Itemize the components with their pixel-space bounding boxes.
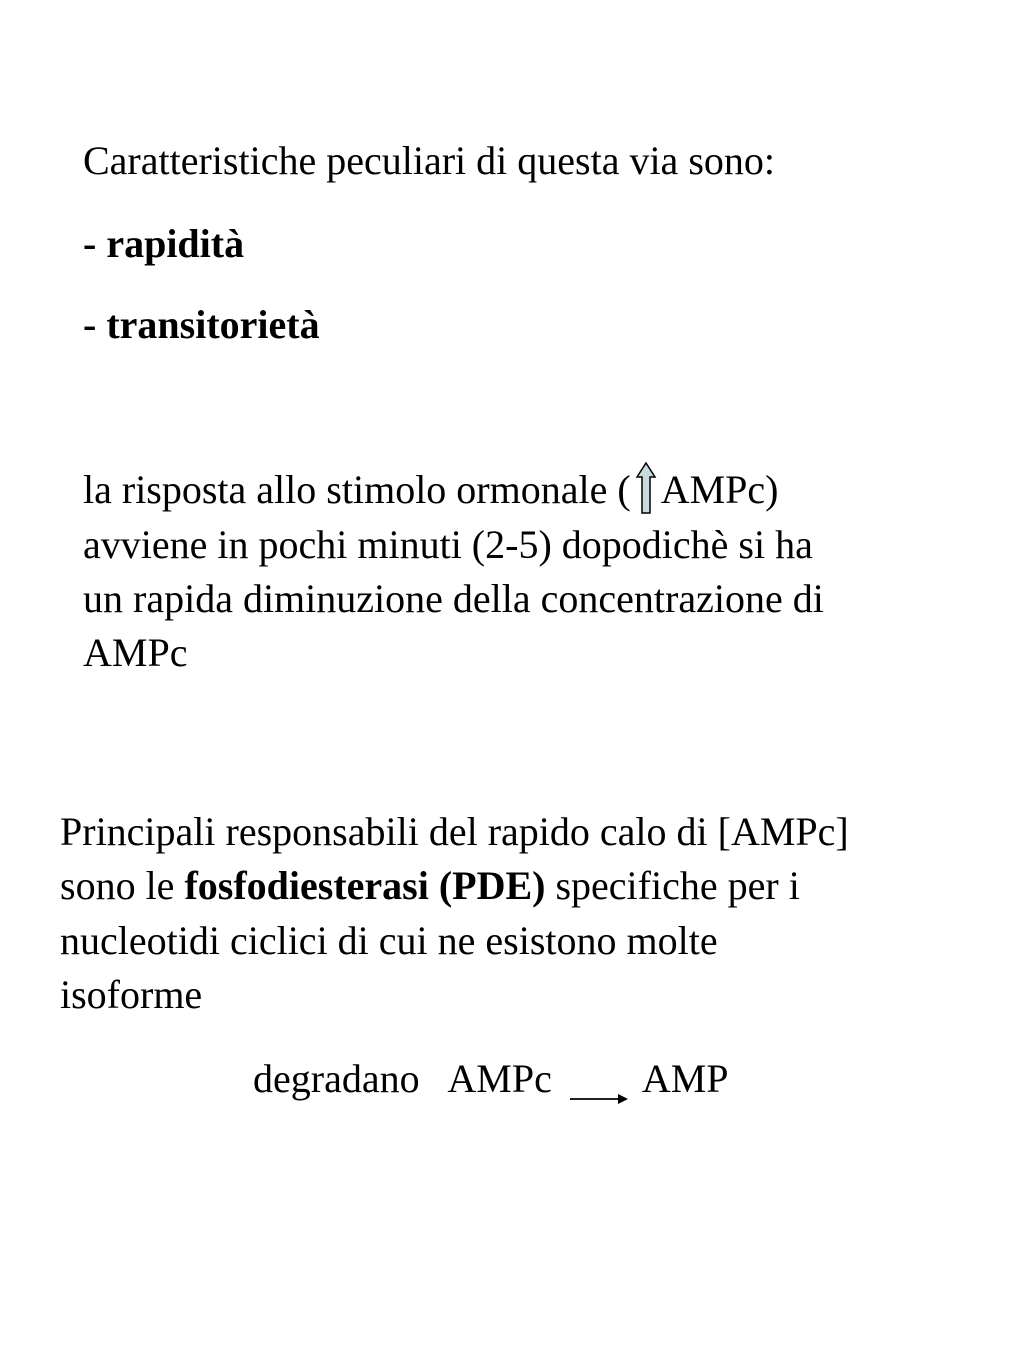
reaction-verb: degradano bbox=[253, 1056, 420, 1101]
pde-term: fosfodiesterasi (PDE) bbox=[184, 863, 546, 908]
intro-text: Caratteristiche peculiari di questa via sono: bbox=[83, 138, 775, 183]
response-line-4: AMPc bbox=[83, 630, 188, 675]
reaction-substrate: AMPc bbox=[447, 1056, 552, 1101]
pde-line-3: nucleotidi ciclici di cui ne esistono molte bbox=[60, 918, 718, 963]
pde-line-1: Principali responsabili del rapido calo di [AMPc] bbox=[60, 809, 849, 854]
response-line-1 bbox=[83, 463, 778, 521]
right-arrow-icon bbox=[570, 1069, 630, 1089]
reaction-product: AMP bbox=[641, 1056, 729, 1101]
response-line-3: un rapida diminuzione della concentrazione di bbox=[83, 576, 824, 621]
pde-line-2-start: sono le bbox=[60, 863, 185, 908]
pde-line-4: isoforme bbox=[60, 972, 203, 1017]
response-line-1-end: AMPc) bbox=[660, 467, 779, 512]
response-line-2: avviene in pochi minuti (2-5) dopodichè si ha bbox=[83, 522, 813, 567]
bullet-transitorieta: - transitorietà bbox=[83, 302, 320, 347]
bullet-rapidita: - rapidità bbox=[83, 221, 245, 266]
pde-line-2 bbox=[60, 859, 800, 913]
reaction-equation bbox=[253, 1052, 729, 1106]
up-arrow-icon bbox=[635, 461, 657, 515]
response-line-1-start: la risposta allo stimolo ormonale ( bbox=[83, 467, 631, 512]
pde-line-2-end: specifiche per i bbox=[545, 863, 800, 908]
